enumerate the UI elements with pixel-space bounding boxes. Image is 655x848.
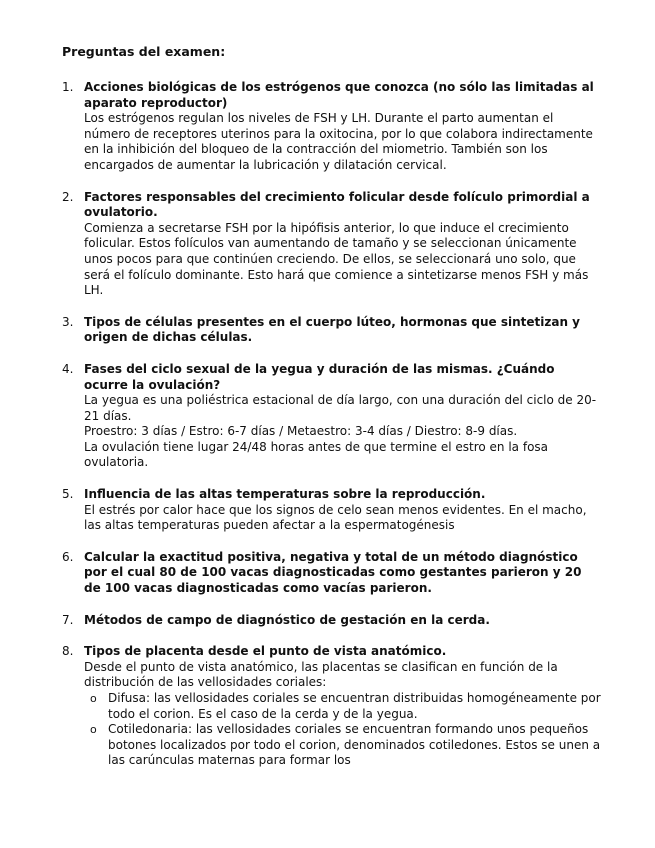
question-heading: Calcular la exactitud positiva, negativa y total de un método diagnóstico por el cual 80 de 100 vacas diagnosticadas como gestantes parieron y 20 de 100 vacas diagnosticadas como vacías parieron. — [84, 549, 582, 596]
question-4 — [62, 362, 602, 471]
list-item-text: Cotiledonaria: las vellosidades coriales se encuentran formando unos pequeños botones localizados por todo el corion, denominados cotiledones. Estos se unen a las carúnculas maternas para formar los — [108, 722, 601, 768]
question-number: 3. — [62, 314, 74, 329]
answer-paragraph: Desde el punto de vista anatómico, las placentas se clasifican en función de la distribución de las vellosidades coriales: — [84, 659, 558, 690]
answer-paragraph: Los estrógenos regulan los niveles de FSH y LH. Durante el parto aumentan el número de receptores uterinos para la oxitocina, por lo que colabora indirectamente en la inhibición del bloqueo de la contracción del miometrio. También son los encargados de aumentar la lubricación y dilatación cervical. — [84, 111, 593, 172]
question-number: 6. — [62, 549, 74, 564]
document-page — [62, 44, 602, 785]
question-number: 5. — [62, 487, 74, 502]
answer-paragraph: Comienza a secretarse FSH por la hipófisis anterior, lo que induce el crecimiento folicular. Estos folículos van aumentando de tamaño y se seleccionan únicamente unos pocos para que continúen creciendo. De ellos, se seleccionará uno solo, que será el folículo dominante. Esto hará que comience a sintetizarse menos FSH y más LH. — [84, 220, 589, 298]
question-2 — [62, 190, 602, 299]
question-heading: Factores responsables del crecimiento folicular desde folículo primordial a ovulatorio. — [84, 189, 590, 220]
question-3 — [62, 315, 602, 346]
answer — [84, 660, 602, 769]
question-number: 4. — [62, 361, 74, 376]
list-item-text: Difusa: las vellosidades coriales se encuentran distribuidas homogéneamente por todo el corion. Es el caso de la cerda y de la yegua. — [108, 691, 601, 721]
list-item — [84, 722, 602, 769]
answer — [84, 111, 602, 173]
answer — [84, 393, 602, 471]
question-number: 8. — [62, 644, 74, 659]
question-5 — [62, 487, 602, 534]
answer-paragraph: La yegua es una poliéstrica estacional de día largo, con una duración del ciclo de 20-21 días. — [84, 393, 597, 423]
bullet-marker: o — [90, 692, 97, 705]
question-number: 2. — [62, 189, 74, 204]
question-8 — [62, 644, 602, 769]
bullet-marker: o — [90, 723, 97, 737]
question-6 — [62, 550, 602, 597]
question-1 — [62, 80, 602, 174]
question-7 — [62, 613, 602, 629]
answer-paragraph: La ovulación tiene lugar 24/48 horas antes de que termine el estro en la fosa ovulatoria. — [84, 439, 549, 470]
question-heading: Influencia de las altas temperaturas sobre la reproducción. — [84, 487, 486, 502]
document-title: Preguntas del examen: — [62, 44, 226, 59]
question-heading: Fases del ciclo sexual de la yegua y duración de las mismas. ¿Cuándo ocurre la ovulación? — [84, 361, 555, 392]
list-item — [84, 691, 602, 722]
question-heading: Tipos de células presentes en el cuerpo lúteo, hormonas que sintetizan y origen de dichas células. — [84, 314, 581, 345]
question-number: 1. — [62, 80, 74, 94]
question-heading: Acciones biológicas de los estrógenos que conozca (no sólo las limitadas al aparato reproductor) — [84, 80, 594, 110]
placenta-type-list — [84, 691, 602, 769]
question-heading: Métodos de campo de diagnóstico de gestación en la cerda. — [84, 612, 490, 627]
answer-paragraph: Proestro: 3 días / Estro: 6-7 días / Metaestro: 3-4 días / Diestro: 8-9 días. — [84, 424, 518, 439]
question-number: 7. — [62, 612, 74, 627]
answer — [84, 221, 602, 299]
question-heading: Tipos de placenta desde el punto de vista anatómico. — [84, 644, 447, 659]
answer — [84, 503, 602, 534]
answer-paragraph: El estrés por calor hace que los signos de celo sean menos evidentes. En el macho, las altas temperaturas pueden afectar a la espermatogénesis — [84, 502, 587, 533]
